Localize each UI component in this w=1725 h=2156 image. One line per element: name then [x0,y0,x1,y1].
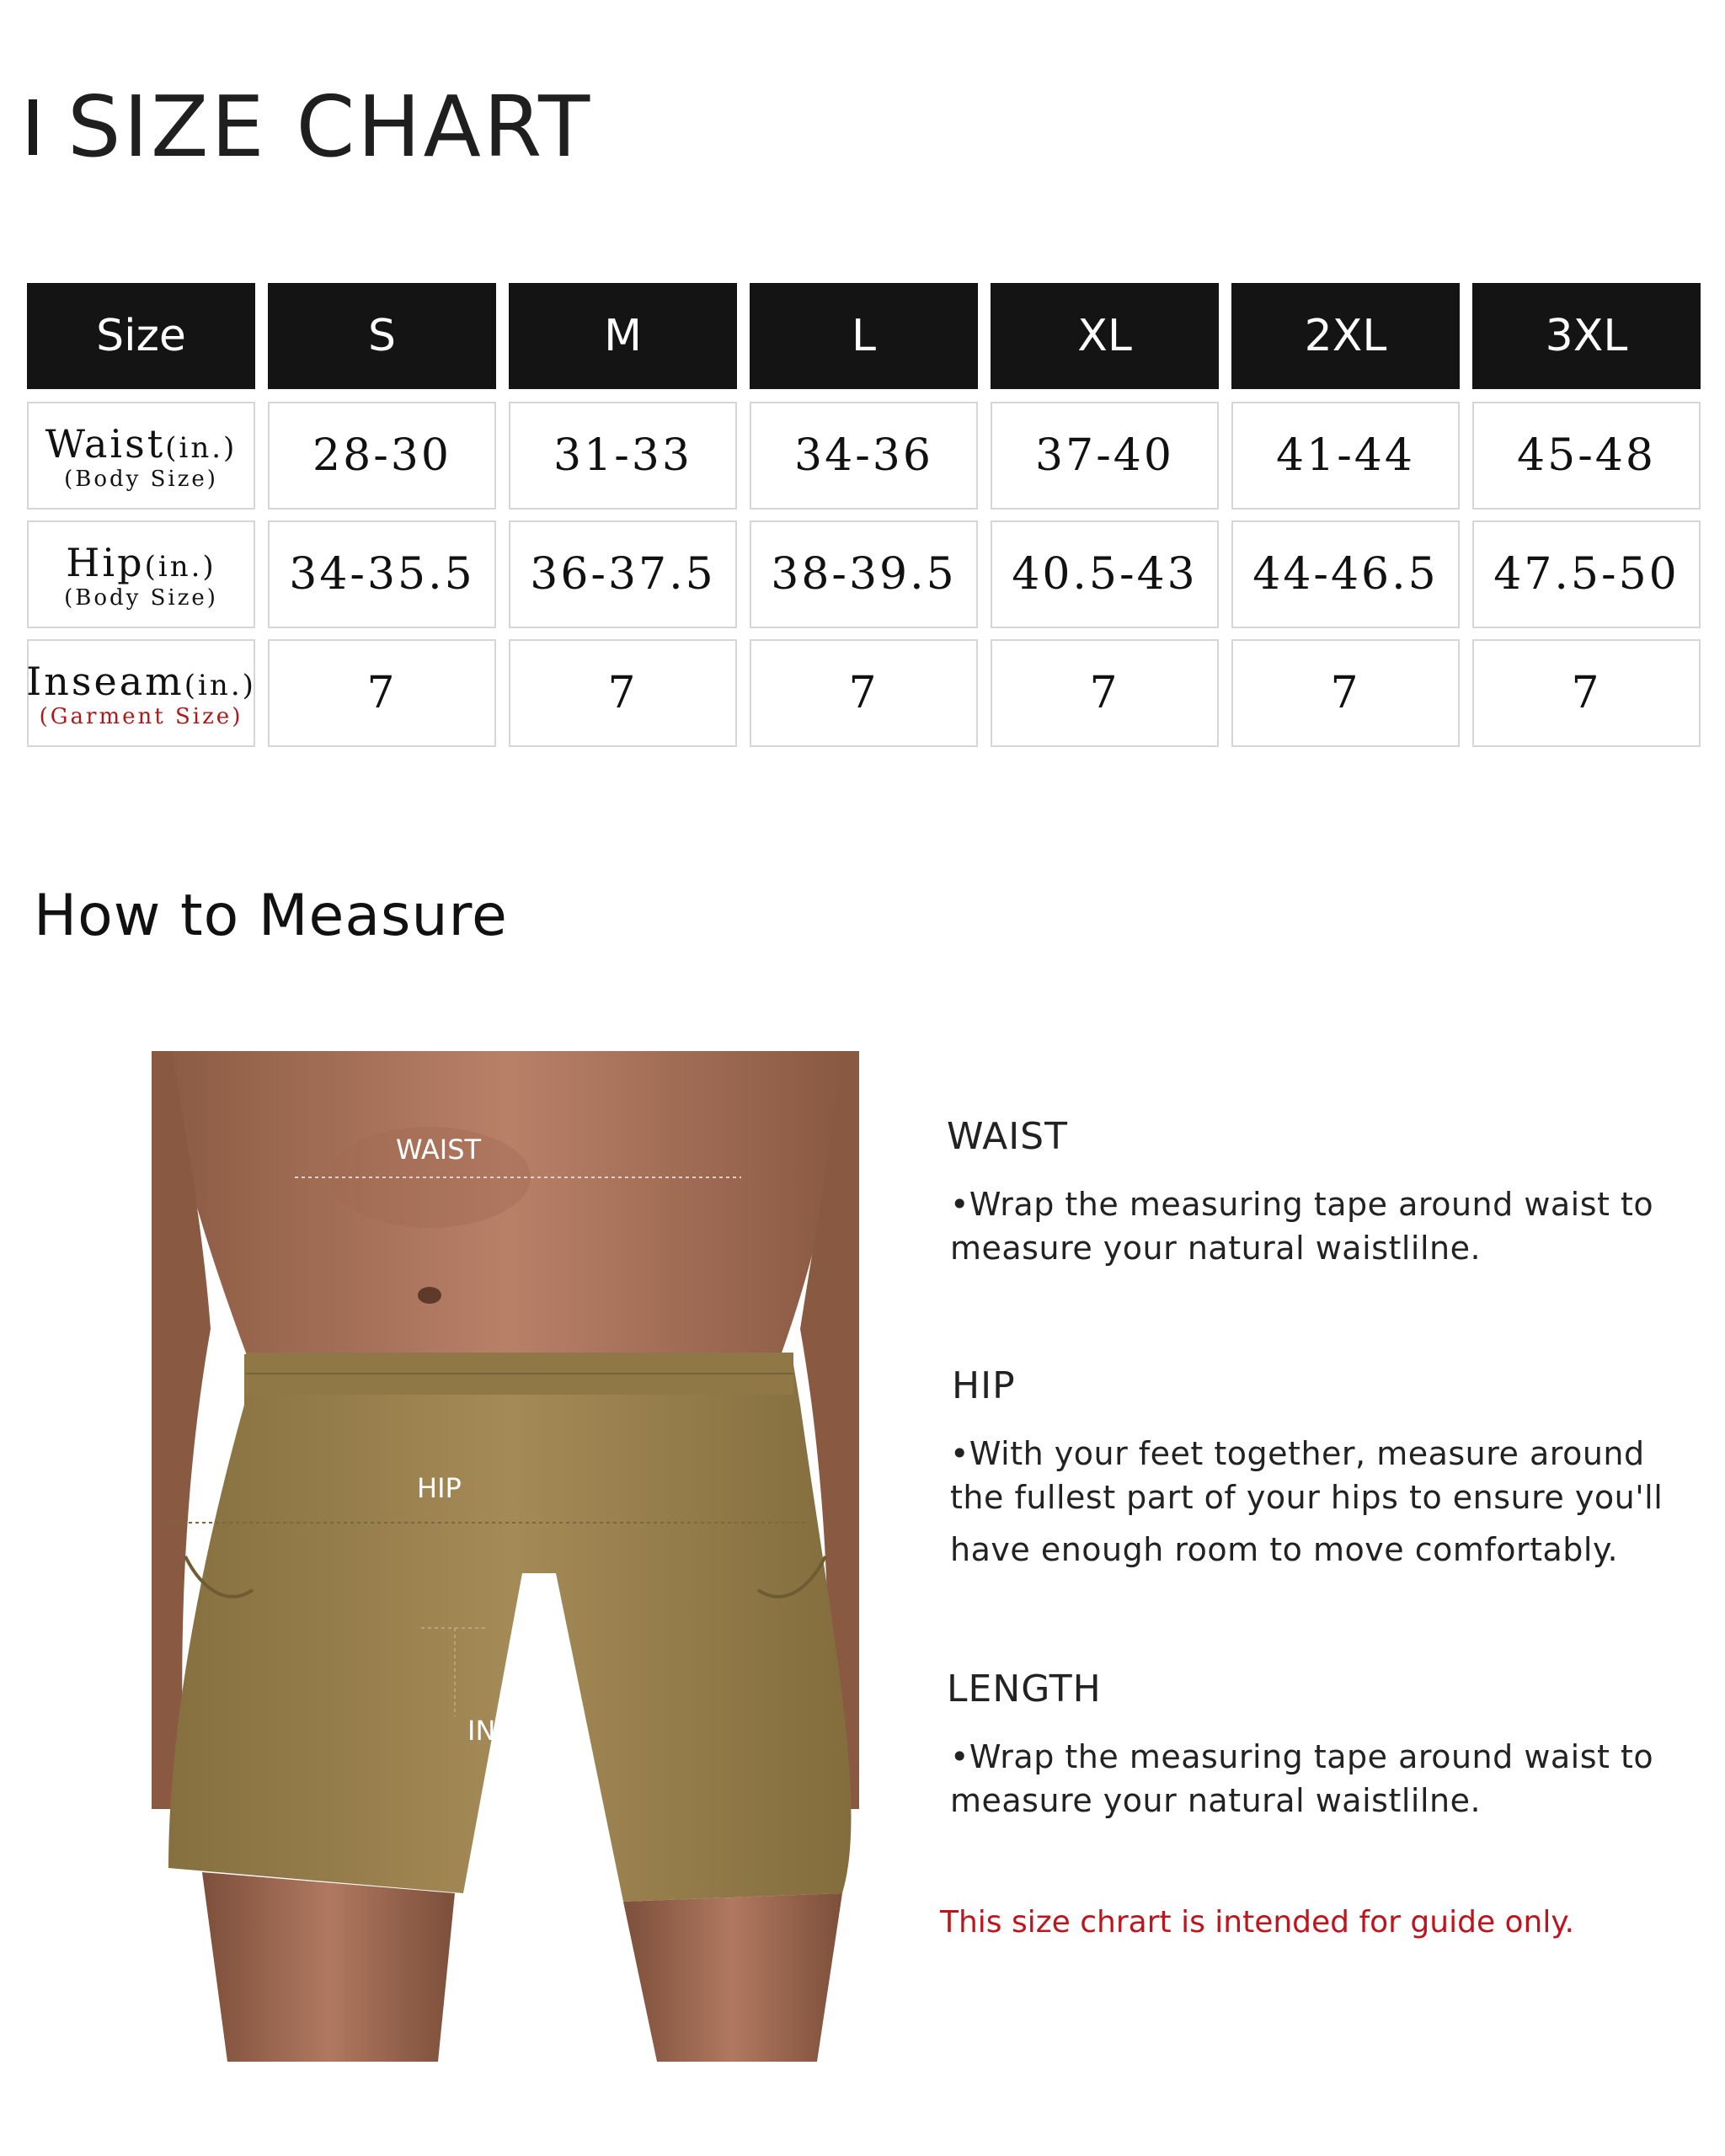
table-cell: 7 [509,639,737,747]
text-line: the fullest part of your hips to ensure you'll [950,1479,1664,1516]
inseam-label: Inseam [26,659,184,704]
table-cell: 45-48 [1472,402,1701,510]
table-cell: 7 [1231,639,1460,747]
header-cell-s: S [268,283,496,389]
photo-label-waist: WAIST [396,1134,482,1166]
table-cell: 7 [268,639,496,747]
guide-note: This size chrart is intended for guide only. [940,1905,1574,1940]
row-label-hip [27,520,255,628]
text-line: •Wrap the measuring tape around waist to [950,1738,1654,1775]
table-cell: 7 [750,639,978,747]
inseam-sub: (Garment Size) [39,704,243,729]
hip-sub: (Body Size) [64,585,218,611]
hip-unit: (in.) [144,550,216,584]
table-cell: 7 [1472,639,1701,747]
table-cell: 36-37.5 [509,520,737,628]
header-cell-m: M [509,283,737,389]
section-text-waist [950,1182,1674,1270]
table-cell: 34-36 [750,402,978,510]
page-title: SIZE CHART [67,77,593,176]
row-label-waist [27,402,255,510]
waist-sub: (Body Size) [64,467,218,492]
hip-label: Hip [66,540,145,585]
text-line: measure your natural waistlilne. [950,1230,1482,1267]
how-to-measure-title: How to Measure [34,883,508,949]
row-label-inseam [27,639,255,747]
table-cell: 31-33 [509,402,737,510]
photo-label-hip: HIP [417,1472,462,1504]
table-cell: 44-46.5 [1231,520,1460,628]
text-line: measure your natural waistlilne. [950,1782,1482,1819]
text-line: •Wrap the measuring tape around waist to [950,1186,1654,1223]
inseam-unit: (in.) [184,669,256,702]
header-cell-2xl: 2XL [1231,283,1460,389]
header-cell-3xl: 3XL [1472,283,1701,389]
table-cell: 38-39.5 [750,520,978,628]
text-line: have enough room to move comfortably. [950,1531,1619,1568]
header-cell-l: L [750,283,978,389]
table-cell: 7 [991,639,1219,747]
header-cell-size: Size [27,283,255,389]
photo-label-inseam: INSEAM [467,1715,572,1747]
table-cell: 40.5-43 [991,520,1219,628]
table-cell: 37-40 [991,402,1219,510]
title-accent-bar [29,99,37,155]
section-heading-length: LENGTH [947,1668,1102,1710]
waist-unit: (in.) [165,431,238,465]
table-cell: 34-35.5 [268,520,496,628]
section-text-hip [950,1432,1674,1572]
section-heading-waist: WAIST [947,1115,1068,1158]
table-cell: 47.5-50 [1472,520,1701,628]
header-cell-xl: XL [991,283,1219,389]
model-photo [152,1051,859,2062]
table-cell: 41-44 [1231,402,1460,510]
text-line: •With your feet together, measure around [950,1435,1645,1472]
table-cell: 28-30 [268,402,496,510]
waist-label: Waist [45,421,166,467]
section-heading-hip: HIP [952,1364,1016,1407]
section-text-length [950,1735,1674,1822]
